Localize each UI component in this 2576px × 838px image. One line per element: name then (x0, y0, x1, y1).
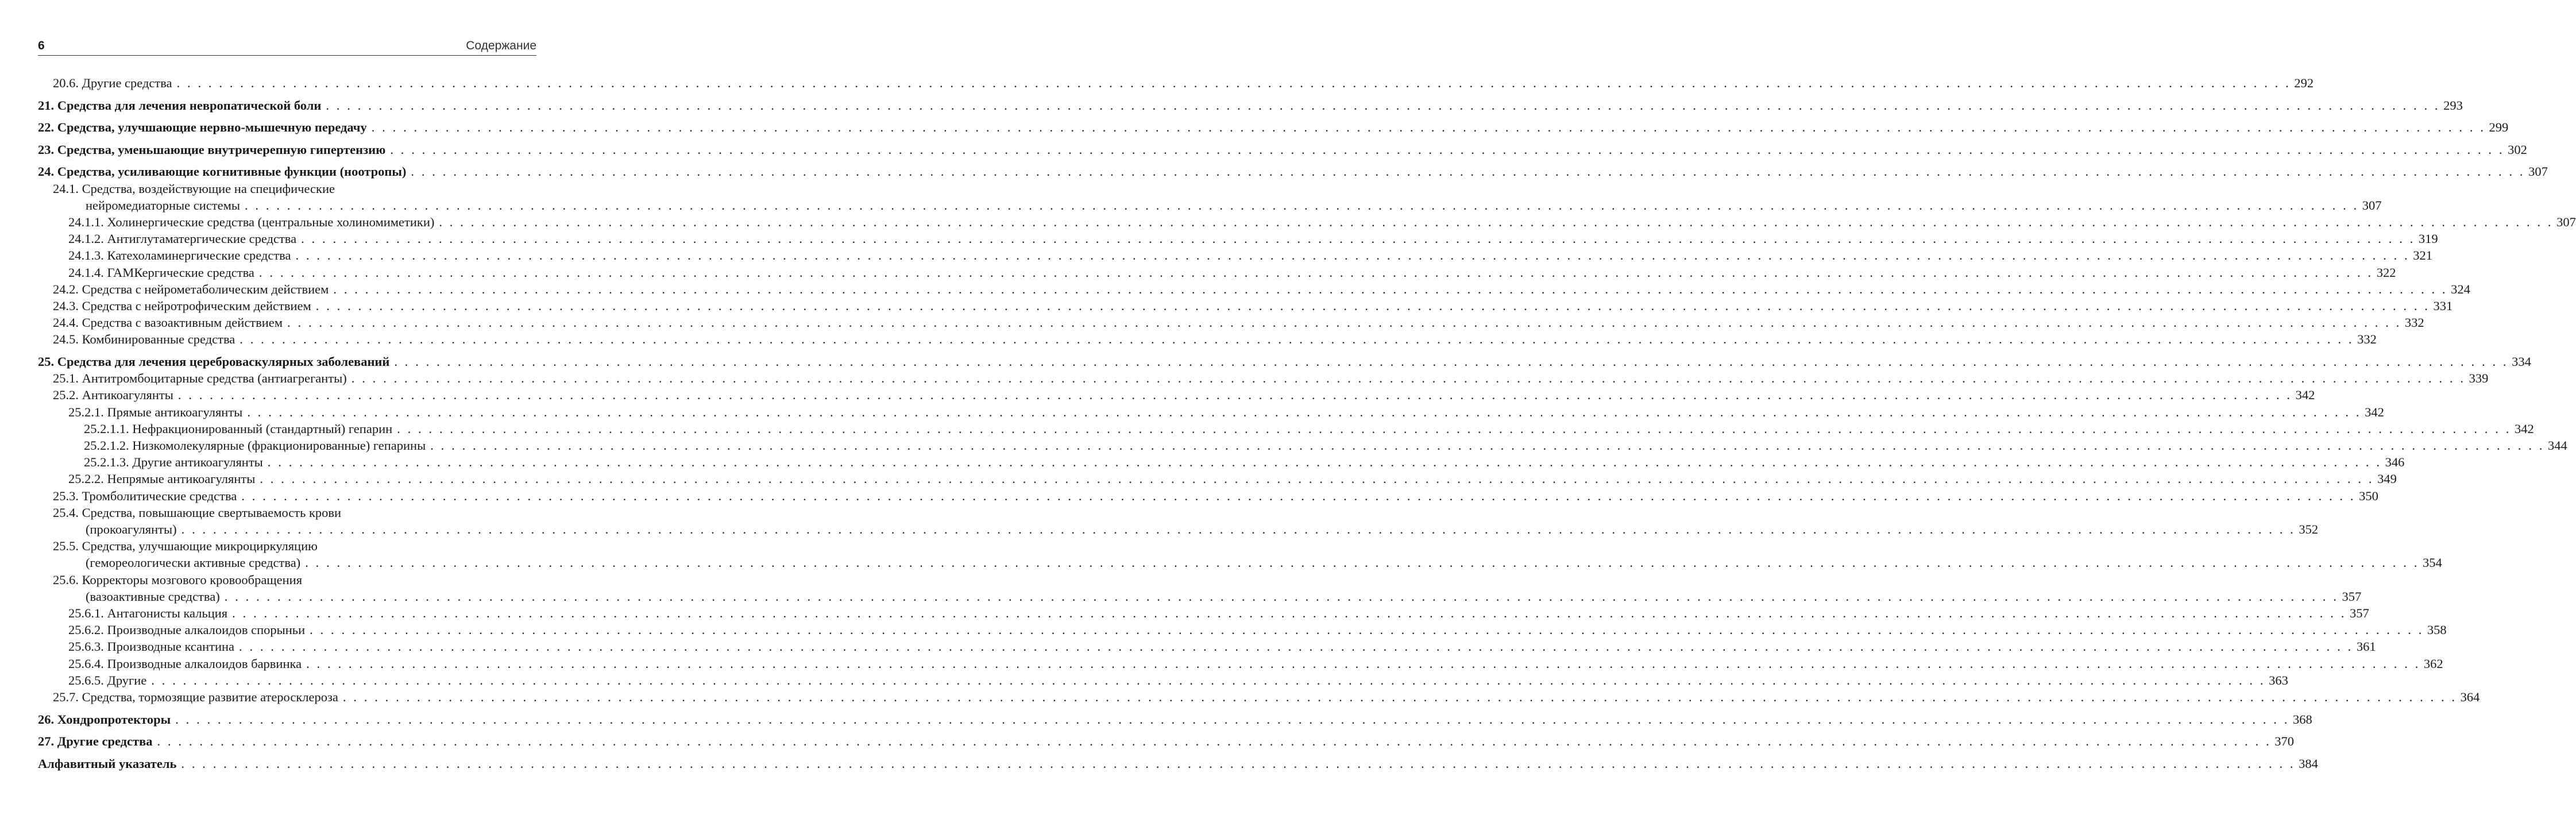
toc-chapter-entry[interactable] (38, 141, 2527, 158)
toc-entry-line (68, 655, 2443, 672)
toc-entry-title: 25.2. Антикоагулянты (53, 388, 173, 403)
toc-entry-title: 24.1.3. Катехоламинергические средства (68, 248, 291, 263)
toc-section-entry[interactable] (38, 488, 2378, 504)
dot-leader: . . . . . . . . . . . . . . . . . . . . . . . . . . . . . . . . . . . . . . . . . . . . . . . . . . . . . . . . . . . . . . . . . . . . . . . . . . . . . . . . . . . . . . . . . . . . . . . . . . . . . . . . . . . . . . . . . . . . . . . . . . . . . . . . . . . . . . . . . . . . . . . . . . . . . . . . . . . . . . . . . . . . . . . . . . . . . . . . . . . . . . . . . . . . . . . . . . . . . . . . (247, 404, 2362, 419)
toc-entry-title-continuation: (прокоагулянты) (86, 522, 177, 537)
dot-leader: . . . . . . . . . . . . . . . . . . . . . . . . . . . . . . . . . . . . . . . . . . . . . . . . . . . . . . . . . . . . . . . . . . . . . . . . . . . . . . . . . . . . . . . . . . . . . . . . . . . . . . . . . . . . . . . . . . . . . . . . . . . . . . . . . . . . . . . . . . . . . . . . . . . . . . . . . . . . . . . . . . . . . . . . . . . . . . . . . . . . . . . . . . . . . . . . . . . . . . . . (301, 231, 2415, 246)
toc-entry-line (53, 521, 2319, 538)
toc-entry-line (38, 353, 2531, 370)
toc-section-entry[interactable] (38, 214, 2576, 230)
dot-leader: . . . . . . . . . . . . . . . . . . . . . . . . . . . . . . . . . . . . . . . . . . . . . . . . . . . . . . . . . . . . . . . . . . . . . . . . . . . . . . . . . . . . . . . . . . . . . . . . . . . . . . . . . . . . . . . . . . . . . . . . . . . . . . . . . . . . . . . . . . . . . . . . . . . . . . . . . . . . . . . . . . . . . . . . . . . . . . . . . . . . . . . . . . . . . . . . . . . . . . . . (326, 98, 2440, 113)
toc-entry-page: 292 (2294, 76, 2314, 90)
toc-entry-title-continuation: нейромедиаторные системы (86, 198, 240, 213)
toc-section-entry[interactable] (38, 470, 2397, 487)
toc-entry-page: 346 (2385, 455, 2405, 470)
toc-entry-page: 363 (2269, 673, 2288, 688)
toc-entry-page: 319 (2418, 231, 2438, 246)
toc-chapter-entry[interactable] (38, 163, 2548, 180)
toc-entry-line (53, 370, 2489, 387)
toc-entry-line (68, 638, 2376, 655)
toc-entry-title: 25.6.5. Другие (68, 673, 147, 688)
toc-entry-title: 25. Средства для лечения цереброваскулярных заболеваний (38, 354, 390, 369)
toc-chapter-entry[interactable] (38, 353, 2531, 370)
toc-entry-line (53, 588, 2362, 605)
dot-leader: . . . . . . . . . . . . . . . . . . . . . . . . . . . . . . . . . . . . . . . . . . . . . . . . . . . . . . . . . . . . . . . . . . . . . . . . . . . . . . . . . . . . . . . . . . . . . . . . . . . . . . . . . . . . . . . . . . . . . . . . . . . . . . . . . . . . . . . . . . . . . . . . . . . . . . . . . . . . . . . . . . . . . . . . . . . . . . . . . . . . . . . . . . . . . . . . . . . . . . . . (175, 712, 2289, 727)
dot-leader: . . . . . . . . . . . . . . . . . . . . . . . . . . . . . . . . . . . . . . . . . . . . . . . . . . . . . . . . . . . . . . . . . . . . . . . . . . . . . . . . . . . . . . . . . . . . . . . . . . . . . . . . . . . . . . . . . . . . . . . . . . . . . . . . . . . . . . . . . . . . . . . . . . . . . . . . . . . . . . . . . . . . . . . . . . . . . . . . . . . . . . . . . . . . . . . . . . . . . . . . (176, 76, 2291, 90)
dot-leader: . . . . . . . . . . . . . . . . . . . . . . . . . . . . . . . . . . . . . . . . . . . . . . . . . . . . . . . . . . . . . . . . . . . . . . . . . . . . . . . . . . . . . . . . . . . . . . . . . . . . . . . . . . . . . . . . . . . . . . . . . . . . . . . . . . . . . . . . . . . . . . . . . . . . . . . . . . . . . . . . . . . . . . . . . . . . . . . . . . . . . . . . . . . . . . . . . . . . . . . . (371, 120, 2486, 135)
toc-entry-title: 25.6.3. Производные ксантина (68, 639, 235, 654)
toc-entry-page: 357 (2349, 606, 2369, 621)
running-head: Содержание (466, 39, 536, 52)
toc-entry-line (68, 214, 2576, 230)
toc-entry-page: 384 (2299, 756, 2318, 771)
dot-leader: . . . . . . . . . . . . . . . . . . . . . . . . . . . . . . . . . . . . . . . . . . . . . . . . . . . . . . . . . . . . . . . . . . . . . . . . . . . . . . . . . . . . . . . . . . . . . . . . . . . . . . . . . . . . . . . . . . . . . . . . . . . . . . . . . . . . . . . . . . . . . . . . . . . . . . . . . . . . . . . . . . . . . . . . . . . . . . . . . . . . . . . . . . . . . . . . . . . . . . . . (244, 198, 2359, 213)
toc-entry-page: 354 (2422, 555, 2442, 570)
toc-entry-title: 25.6. Корректоры мозгового кровообращения (53, 572, 303, 587)
dot-leader: . . . . . . . . . . . . . . . . . . . . . . . . . . . . . . . . . . . . . . . . . . . . . . . . . . . . . . . . . . . . . . . . . . . . . . . . . . . . . . . . . . . . . . . . . . . . . . . . . . . . . . . . . . . . . . . . . . . . . . . . . . . . . . . . . . . . . . . . . . . . . . . . . . . . . . . . . . . . . . . . . . . . . . . . . . . . . . . . . . . . . . . . . . . . . . . . . . . . . . . . (258, 265, 2373, 280)
toc-section-entry[interactable] (38, 672, 2288, 689)
toc-section-entry[interactable] (38, 538, 2442, 571)
toc-entry-page: 370 (2274, 734, 2295, 749)
toc-entry-line (53, 331, 2377, 347)
toc-entry-page: 331 (2433, 299, 2453, 313)
dot-leader: . . . . . . . . . . . . . . . . . . . . . . . . . . . . . . . . . . . . . . . . . . . . . . . . . . . . . . . . . . . . . . . . . . . . . . . . . . . . . . . . . . . . . . . . . . . . . . . . . . . . . . . . . . . . . . . . . . . . . . . . . . . . . . . . . . . . . . . . . . . . . . . . . . . . . . . . . . . . . . . . . . . . . . . . . . . . . . . . . . . . . . . . . . . . . . . . . . . . . . . . (232, 606, 2346, 621)
toc-entry-page: 368 (2292, 712, 2312, 727)
dot-leader: . . . . . . . . . . . . . . . . . . . . . . . . . . . . . . . . . . . . . . . . . . . . . . . . . . . . . . . . . . . . . . . . . . . . . . . . . . . . . . . . . . . . . . . . . . . . . . . . . . . . . . . . . . . . . . . . . . . . . . . . . . . . . . . . . . . . . . . . . . . . . . . . . . . . . . . . . . . . . . . . . . . . . . . . . . . . . . . . . . . . . . . . . . . . . . . . . . . . . . . . (430, 438, 2544, 453)
toc-section-entry[interactable] (38, 437, 2567, 454)
toc-section-entry[interactable] (38, 571, 2362, 605)
toc-entry-page: 307 (2556, 214, 2576, 229)
toc-section-entry[interactable] (38, 638, 2376, 655)
toc-entry-title: 25.2.1.3. Другие антикоагулянты (84, 455, 263, 470)
toc-entry-title: 25.7. Средства, тормозящие развитие атеросклероза (53, 690, 338, 705)
toc-entry-title: 25.2.1.2. Низкомолекулярные (фракционированные) гепарины (84, 438, 426, 453)
dot-leader: . . . . . . . . . . . . . . . . . . . . . . . . . . . . . . . . . . . . . . . . . . . . . . . . . . . . . . . . . . . . . . . . . . . . . . . . . . . . . . . . . . . . . . . . . . . . . . . . . . . . . . . . . . . . . . . . . . . . . . . . . . . . . . . . . . . . . . . . . . . . . . . . . . . . . . . . . . . . . . . . . . . . . . . . . . . . . . . . . . . . . . . . . . . . . . . . . . . . . . . . (260, 472, 2374, 486)
toc-entry-line (53, 689, 2480, 705)
toc-entry-page: 357 (2342, 589, 2362, 604)
toc-entry-line (38, 755, 2318, 772)
toc-section-entry[interactable] (38, 454, 2405, 470)
toc-entry-page: 332 (2357, 332, 2377, 347)
toc-section-entry[interactable] (38, 420, 2534, 437)
toc-entry-title: 24. Средства, усиливающие когнитивные функции (ноотропы) (38, 164, 407, 179)
toc-entry-line (53, 488, 2378, 504)
toc-entry-page: 364 (2460, 690, 2480, 705)
toc-entry-page: 358 (2427, 623, 2447, 638)
toc-entry-page: 307 (2362, 198, 2382, 213)
toc-entry-line (68, 672, 2288, 689)
toc-entry-page: 342 (2514, 421, 2534, 436)
toc-section-entry[interactable] (38, 689, 2480, 705)
toc-entry-line (53, 281, 2470, 298)
page-number: 6 (38, 39, 45, 52)
toc-entry-page: 339 (2469, 371, 2489, 386)
toc-section-entry[interactable] (38, 387, 2315, 403)
toc-entry-line (53, 197, 2382, 214)
toc-entry-line (38, 733, 2295, 750)
toc-entry-page: 342 (2365, 404, 2384, 419)
toc-section-entry[interactable] (38, 621, 2447, 638)
toc-entry-page: 299 (2489, 120, 2509, 135)
toc-entry-line (53, 298, 2453, 314)
toc-section-entry[interactable] (38, 504, 2319, 538)
dot-leader: . . . . . . . . . . . . . . . . . . . . . . . . . . . . . . . . . . . . . . . . . . . . . . . . . . . . . . . . . . . . . . . . . . . . . . . . . . . . . . . . . . . . . . . . . . . . . . . . . . . . . . . . . . . . . . . . . . . . . . . . . . . . . . . . . . . . . . . . . . . . . . . . . . . . . . . . . . . . . . . . . . . . . . . . . . . . . . . . . . . . . . . . . . . . . . . . . . . . . . . . (411, 164, 2525, 179)
toc-entry-line (68, 470, 2397, 487)
table-of-contents (38, 75, 2576, 772)
toc-entry-line (68, 264, 2396, 281)
toc-entry-title: 25.4. Средства, повышающие свертываемость крови (53, 505, 342, 520)
dot-leader: . . . . . . . . . . . . . . . . . . . . . . . . . . . . . . . . . . . . . . . . . . . . . . . . . . . . . . . . . . . . . . . . . . . . . . . . . . . . . . . . . . . . . . . . . . . . . . . . . . . . . . . . . . . . . . . . . . . . . . . . . . . . . . . . . . . . . . . . . . . . . . . . . . . . . . . . . . . . . . . . . . . . . . . . . . . . . . . . . . . . . . . . . . . . . . . . . . . . . . . . (295, 248, 2410, 263)
toc-chapter-entry[interactable] (38, 97, 2463, 114)
toc-entry-title: 24.4. Средства с вазоактивным действием (53, 315, 283, 330)
toc-entry-title-continuation: (гемореологически активные средства) (86, 555, 301, 570)
toc-entry-title: 25.3. Тромболитические средства (53, 488, 237, 503)
dot-leader: . . . . . . . . . . . . . . . . . . . . . . . . . . . . . . . . . . . . . . . . . . . . . . . . . . . . . . . . . . . . . . . . . . . . . . . . . . . . . . . . . . . . . . . . . . . . . . . . . . . . . . . . . . . . . . . . . . . . . . . . . . . . . . . . . . . . . . . . . . . . . . . . . . . . . . . . . . . . . . . . . . . . . . . . . . . . . . . . . . . . . . . . . . . . . . . . . . . . . . . . (315, 299, 2430, 313)
toc-entry-title: 24.1.1. Холинергические средства (центральные холиномиметики) (68, 214, 435, 229)
dot-leader: . . . . . . . . . . . . . . . . . . . . . . . . . . . . . . . . . . . . . . . . . . . . . . . . . . . . . . . . . . . . . . . . . . . . . . . . . . . . . . . . . . . . . . . . . . . . . . . . . . . . . . . . . . . . . . . . . . . . . . . . . . . . . . . . . . . . . . . . . . . . . . . . . . . . . . . . . . . . . . . . . . . . . . . . . . . . . . . . . . . . . . . . . . . . . . . . . . . . . . . . (224, 589, 2339, 604)
dot-leader: . . . . . . . . . . . . . . . . . . . . . . . . . . . . . . . . . . . . . . . . . . . . . . . . . . . . . . . . . . . . . . . . . . . . . . . . . . . . . . . . . . . . . . . . . . . . . . . . . . . . . . . . . . . . . . . . . . . . . . . . . . . . . . . . . . . . . . . . . . . . . . . . . . . . . . . . . . . . . . . . . . . . . . . . . . . . . . . . . . . . . . . . . . . . . . . . . . . . . . . . (439, 214, 2554, 229)
toc-entry-title: 25.1. Антитромбоцитарные средства (антиагреганты) (53, 371, 347, 386)
dot-leader: . . . . . . . . . . . . . . . . . . . . . . . . . . . . . . . . . . . . . . . . . . . . . . . . . . . . . . . . . . . . . . . . . . . . . . . . . . . . . . . . . . . . . . . . . . . . . . . . . . . . . . . . . . . . . . . . . . . . . . . . . . . . . . . . . . . . . . . . . . . . . . . . . . . . . . . . . . . . . . . . . . . . . . . . . . . . . . . . . . . . . . . . . . . . . . . . . . . . . . . . (306, 656, 2420, 671)
toc-entry-title: 23. Средства, уменьшающие внутричерепную гипертензию (38, 142, 386, 157)
page-header (38, 38, 536, 56)
dot-leader: . . . . . . . . . . . . . . . . . . . . . . . . . . . . . . . . . . . . . . . . . . . . . . . . . . . . . . . . . . . . . . . . . . . . . . . . . . . . . . . . . . . . . . . . . . . . . . . . . . . . . . . . . . . . . . . . . . . . . . . . . . . . . . . . . . . . . . . . . . . . . . . . . . . . . . . . . . . . . . . . . . . . . . . . . . . . . . . . . . . . . . . . . . . . . . . . . . . . . . . . (240, 332, 2354, 347)
toc-entry-title: 24.5. Комбинированные средства (53, 332, 235, 347)
toc-entry-line (38, 711, 2312, 728)
toc-entry-title: 27. Другие средства (38, 734, 153, 749)
dot-leader: . . . . . . . . . . . . . . . . . . . . . . . . . . . . . . . . . . . . . . . . . . . . . . . . . . . . . . . . . . . . . . . . . . . . . . . . . . . . . . . . . . . . . . . . . . . . . . . . . . . . . . . . . . . . . . . . . . . . . . . . . . . . . . . . . . . . . . . . . . . . . . . . . . . . . . . . . . . . . . . . . . . . . . . . . . . . . . . . . . . . . . . . . . . . . . . . . . . . . . . . (305, 555, 2419, 570)
toc-entry-line (68, 404, 2384, 420)
toc-entry-page: 362 (2423, 656, 2443, 671)
toc-entry-line (68, 247, 2432, 264)
toc-entry-title: 24.3. Средства с нейротрофическим действием (53, 299, 311, 313)
dot-leader: . . . . . . . . . . . . . . . . . . . . . . . . . . . . . . . . . . . . . . . . . . . . . . . . . . . . . . . . . . . . . . . . . . . . . . . . . . . . . . . . . . . . . . . . . . . . . . . . . . . . . . . . . . . . . . . . . . . . . . . . . . . . . . . . . . . . . . . . . . . . . . . . . . . . . . . . . . . . . . . . . . . . . . . . . . . . . . . . . . . . . . . . . . . . . . . . . . . . . . . . (342, 690, 2457, 705)
toc-entry-title: 22. Средства, улучшающие нервно-мышечную передачу (38, 120, 367, 135)
toc-entry-title: 25.2.1.1. Нефракционированный (стандартный) гепарин (84, 421, 393, 436)
toc-entry-title: 25.2.1. Прямые антикоагулянты (68, 404, 243, 419)
dot-leader: . . . . . . . . . . . . . . . . . . . . . . . . . . . . . . . . . . . . . . . . . . . . . . . . . . . . . . . . . . . . . . . . . . . . . . . . . . . . . . . . . . . . . . . . . . . . . . . . . . . . . . . . . . . . . . . . . . . . . . . . . . . . . . . . . . . . . . . . . . . . . . . . . . . . . . . . . . . . . . . . . . . . . . . . . . . . . . . . . . . . . . . . . . . . . . . . . . . . . . . . (239, 639, 2353, 654)
toc-entry-line (84, 454, 2405, 470)
dot-leader: . . . . . . . . . . . . . . . . . . . . . . . . . . . . . . . . . . . . . . . . . . . . . . . . . . . . . . . . . . . . . . . . . . . . . . . . . . . . . . . . . . . . . . . . . . . . . . . . . . . . . . . . . . . . . . . . . . . . . . . . . . . . . . . . . . . . . . . . . . . . . . . . . . . . . . . . . . . . . . . . . . . . . . . . . . . . . . . . . . . . . . . . . . . . . . . . . . . . . . . . (390, 142, 2505, 157)
toc-entry-line (38, 163, 2548, 180)
toc-entry-line (84, 420, 2534, 437)
toc-entry-page: 302 (2508, 142, 2527, 157)
toc-entry-title-continuation: (вазоактивные средства) (86, 589, 220, 604)
dot-leader: . . . . . . . . . . . . . . . . . . . . . . . . . . . . . . . . . . . . . . . . . . . . . . . . . . . . . . . . . . . . . . . . . . . . . . . . . . . . . . . . . . . . . . . . . . . . . . . . . . . . . . . . . . . . . . . . . . . . . . . . . . . . . . . . . . . . . . . . . . . . . . . . . . . . . . . . . . . . . . . . . . . . . . . . . . . . . . . . . . . . . . . . . . . . . . . . . . . . . . . . (241, 488, 2356, 503)
toc-entry-page: 293 (2443, 98, 2463, 113)
dot-leader: . . . . . . . . . . . . . . . . . . . . . . . . . . . . . . . . . . . . . . . . . . . . . . . . . . . . . . . . . . . . . . . . . . . . . . . . . . . . . . . . . . . . . . . . . . . . . . . . . . . . . . . . . . . . . . . . . . . . . . . . . . . . . . . . . . . . . . . . . . . . . . . . . . . . . . . . . . . . . . . . . . . . . . . . . . . . . . . . . . . . . . . . . . . . . . . . . . . . . . . . (181, 522, 2296, 537)
toc-entry-title: Алфавитный указатель (38, 756, 177, 771)
toc-entry-page: 361 (2356, 639, 2376, 654)
toc-entry-line (38, 97, 2463, 114)
dot-leader: . . . . . . . . . . . . . . . . . . . . . . . . . . . . . . . . . . . . . . . . . . . . . . . . . . . . . . . . . . . . . . . . . . . . . . . . . . . . . . . . . . . . . . . . . . . . . . . . . . . . . . . . . . . . . . . . . . . . . . . . . . . . . . . . . . . . . . . . . . . . . . . . . . . . . . . . . . . . . . . . . . . . . . . . . . . . . . . . . . . . . . . . . . . . . . . . . . . . . . . . (157, 734, 2272, 749)
dot-leader: . . . . . . . . . . . . . . . . . . . . . . . . . . . . . . . . . . . . . . . . . . . . . . . . . . . . . . . . . . . . . . . . . . . . . . . . . . . . . . . . . . . . . . . . . . . . . . . . . . . . . . . . . . . . . . . . . . . . . . . . . . . . . . . . . . . . . . . . . . . . . . . . . . . . . . . . . . . . . . . . . . . . . . . . . . . . . . . . . . . . . . . . . . . . . . . . . . . . . . . . (333, 281, 2448, 296)
dot-leader: . . . . . . . . . . . . . . . . . . . . . . . . . . . . . . . . . . . . . . . . . . . . . . . . . . . . . . . . . . . . . . . . . . . . . . . . . . . . . . . . . . . . . . . . . . . . . . . . . . . . . . . . . . . . . . . . . . . . . . . . . . . . . . . . . . . . . . . . . . . . . . . . . . . . . . . . . . . . . . . . . . . . . . . . . . . . . . . . . . . . . . . . . . . . . . . . . . . . . . . . (177, 388, 2292, 403)
toc-entry-page: 344 (2548, 438, 2567, 453)
toc-entry-title: 25.5. Средства, улучшающие микроциркуляцию (53, 539, 318, 554)
toc-entry-title: 25.6.2. Производные алкалоидов спорыньи (68, 623, 306, 638)
toc-entry-title: 25.6.1. Антагонисты кальция (68, 606, 228, 621)
toc-entry-title: 26. Хондропротекторы (38, 712, 171, 727)
toc-entry-page: 322 (2376, 265, 2396, 280)
toc-entry-line (68, 621, 2447, 638)
dot-leader: . . . . . . . . . . . . . . . . . . . . . . . . . . . . . . . . . . . . . . . . . . . . . . . . . . . . . . . . . . . . . . . . . . . . . . . . . . . . . . . . . . . . . . . . . . . . . . . . . . . . . . . . . . . . . . . . . . . . . . . . . . . . . . . . . . . . . . . . . . . . . . . . . . . . . . . . . . . . . . . . . . . . . . . . . . . . . . . . . . . . . . . . . . . . . . . . . . . . . . . . (267, 455, 2382, 470)
toc-entry-title: 24.1. Средства, воздействующие на специфические (53, 181, 335, 196)
toc-entry-page: 350 (2359, 488, 2378, 503)
toc-section-entry[interactable] (38, 298, 2453, 314)
dot-leader: . . . . . . . . . . . . . . . . . . . . . . . . . . . . . . . . . . . . . . . . . . . . . . . . . . . . . . . . . . . . . . . . . . . . . . . . . . . . . . . . . . . . . . . . . . . . . . . . . . . . . . . . . . . . . . . . . . . . . . . . . . . . . . . . . . . . . . . . . . . . . . . . . . . . . . . . . . . . . . . . . . . . . . . . . . . . . . . . . . . . . . . . . . . . . . . . . . . . . . . . (310, 623, 2424, 638)
dot-leader: . . . . . . . . . . . . . . . . . . . . . . . . . . . . . . . . . . . . . . . . . . . . . . . . . . . . . . . . . . . . . . . . . . . . . . . . . . . . . . . . . . . . . . . . . . . . . . . . . . . . . . . . . . . . . . . . . . . . . . . . . . . . . . . . . . . . . . . . . . . . . . . . . . . . . . . . . . . . . . . . . . . . . . . . . . . . . . . . . . . . . . . . . . . . . . . . . . . . . . . . (181, 756, 2296, 771)
toc-entry-title: 24.2. Средства с нейрометаболическим действием (53, 281, 329, 296)
toc-entry-title: 25.6.4. Производные алкалоидов барвинка (68, 656, 302, 671)
toc-section-entry[interactable] (38, 75, 2314, 91)
toc-chapter-entry[interactable] (38, 755, 2318, 772)
toc-section-entry[interactable] (38, 605, 2369, 621)
dot-leader: . . . . . . . . . . . . . . . . . . . . . . . . . . . . . . . . . . . . . . . . . . . . . . . . . . . . . . . . . . . . . . . . . . . . . . . . . . . . . . . . . . . . . . . . . . . . . . . . . . . . . . . . . . . . . . . . . . . . . . . . . . . . . . . . . . . . . . . . . . . . . . . . . . . . . . . . . . . . . . . . . . . . . . . . . . . . . . . . . . . . . . . . . . . . . . . . . . . . . . . . (394, 354, 2509, 369)
toc-entry-line (38, 141, 2527, 158)
toc-section-entry[interactable] (38, 404, 2384, 420)
toc-entry-page: 332 (2404, 315, 2424, 330)
toc-entry-line (84, 437, 2567, 454)
dot-leader: . . . . . . . . . . . . . . . . . . . . . . . . . . . . . . . . . . . . . . . . . . . . . . . . . . . . . . . . . . . . . . . . . . . . . . . . . . . . . . . . . . . . . . . . . . . . . . . . . . . . . . . . . . . . . . . . . . . . . . . . . . . . . . . . . . . . . . . . . . . . . . . . . . . . . . . . . . . . . . . . . . . . . . . . . . . . . . . . . . . . . . . . . . . . . . . . . . . . . . . . (397, 421, 2511, 436)
toc-entry-title: 20.6. Другие средства (53, 76, 172, 90)
toc-section-entry[interactable] (38, 264, 2396, 281)
toc-section-entry[interactable] (38, 331, 2377, 347)
toc-entry-line (68, 230, 2438, 247)
toc-entry-page: 352 (2299, 522, 2319, 537)
dot-leader: . . . . . . . . . . . . . . . . . . . . . . . . . . . . . . . . . . . . . . . . . . . . . . . . . . . . . . . . . . . . . . . . . . . . . . . . . . . . . . . . . . . . . . . . . . . . . . . . . . . . . . . . . . . . . . . . . . . . . . . . . . . . . . . . . . . . . . . . . . . . . . . . . . . . . . . . . . . . . . . . . . . . . . . . . . . . . . . . . . . . . . . . . . . . . . . . . . . . . . . . (351, 371, 2466, 386)
toc-entry-line (68, 605, 2369, 621)
toc-entry-line (53, 314, 2424, 331)
toc-section-entry[interactable] (38, 230, 2438, 247)
toc-chapter-entry[interactable] (38, 119, 2509, 136)
toc-entry-page: 307 (2528, 164, 2548, 179)
toc-section-entry[interactable] (38, 180, 2382, 214)
toc-entry-line (53, 554, 2442, 571)
toc-entry-page: 324 (2451, 281, 2470, 296)
toc-entry-title: 25.2.2. Непрямые антикоагулянты (68, 472, 256, 486)
toc-entry-page: 334 (2512, 354, 2531, 369)
toc-entry-line (53, 75, 2314, 91)
toc-chapter-entry[interactable] (38, 733, 2295, 750)
toc-section-entry[interactable] (38, 655, 2443, 672)
toc-entry-line (53, 387, 2315, 403)
toc-entry-page: 321 (2413, 248, 2432, 263)
toc-chapter-entry[interactable] (38, 711, 2312, 728)
toc-section-entry[interactable] (38, 247, 2432, 264)
toc-section-entry[interactable] (38, 370, 2489, 387)
toc-entry-title: 21. Средства для лечения невропатической боли (38, 98, 322, 113)
toc-section-entry[interactable] (38, 281, 2470, 298)
toc-entry-title: 24.1.4. ГАМКергические средства (68, 265, 254, 280)
toc-entry-page: 342 (2295, 388, 2315, 403)
toc-entry-page: 349 (2377, 472, 2397, 486)
toc-entry-line (38, 119, 2509, 136)
dot-leader: . . . . . . . . . . . . . . . . . . . . . . . . . . . . . . . . . . . . . . . . . . . . . . . . . . . . . . . . . . . . . . . . . . . . . . . . . . . . . . . . . . . . . . . . . . . . . . . . . . . . . . . . . . . . . . . . . . . . . . . . . . . . . . . . . . . . . . . . . . . . . . . . . . . . . . . . . . . . . . . . . . . . . . . . . . . . . . . . . . . . . . . . . . . . . . . . . . . . . . . . (287, 315, 2401, 330)
toc-section-entry[interactable] (38, 314, 2424, 331)
dot-leader: . . . . . . . . . . . . . . . . . . . . . . . . . . . . . . . . . . . . . . . . . . . . . . . . . . . . . . . . . . . . . . . . . . . . . . . . . . . . . . . . . . . . . . . . . . . . . . . . . . . . . . . . . . . . . . . . . . . . . . . . . . . . . . . . . . . . . . . . . . . . . . . . . . . . . . . . . . . . . . . . . . . . . . . . . . . . . . . . . . . . . . . . . . . . . . . . . . . . . . . . (151, 673, 2266, 688)
toc-entry-title: 24.1.2. Антиглутаматергические средства (68, 231, 297, 246)
